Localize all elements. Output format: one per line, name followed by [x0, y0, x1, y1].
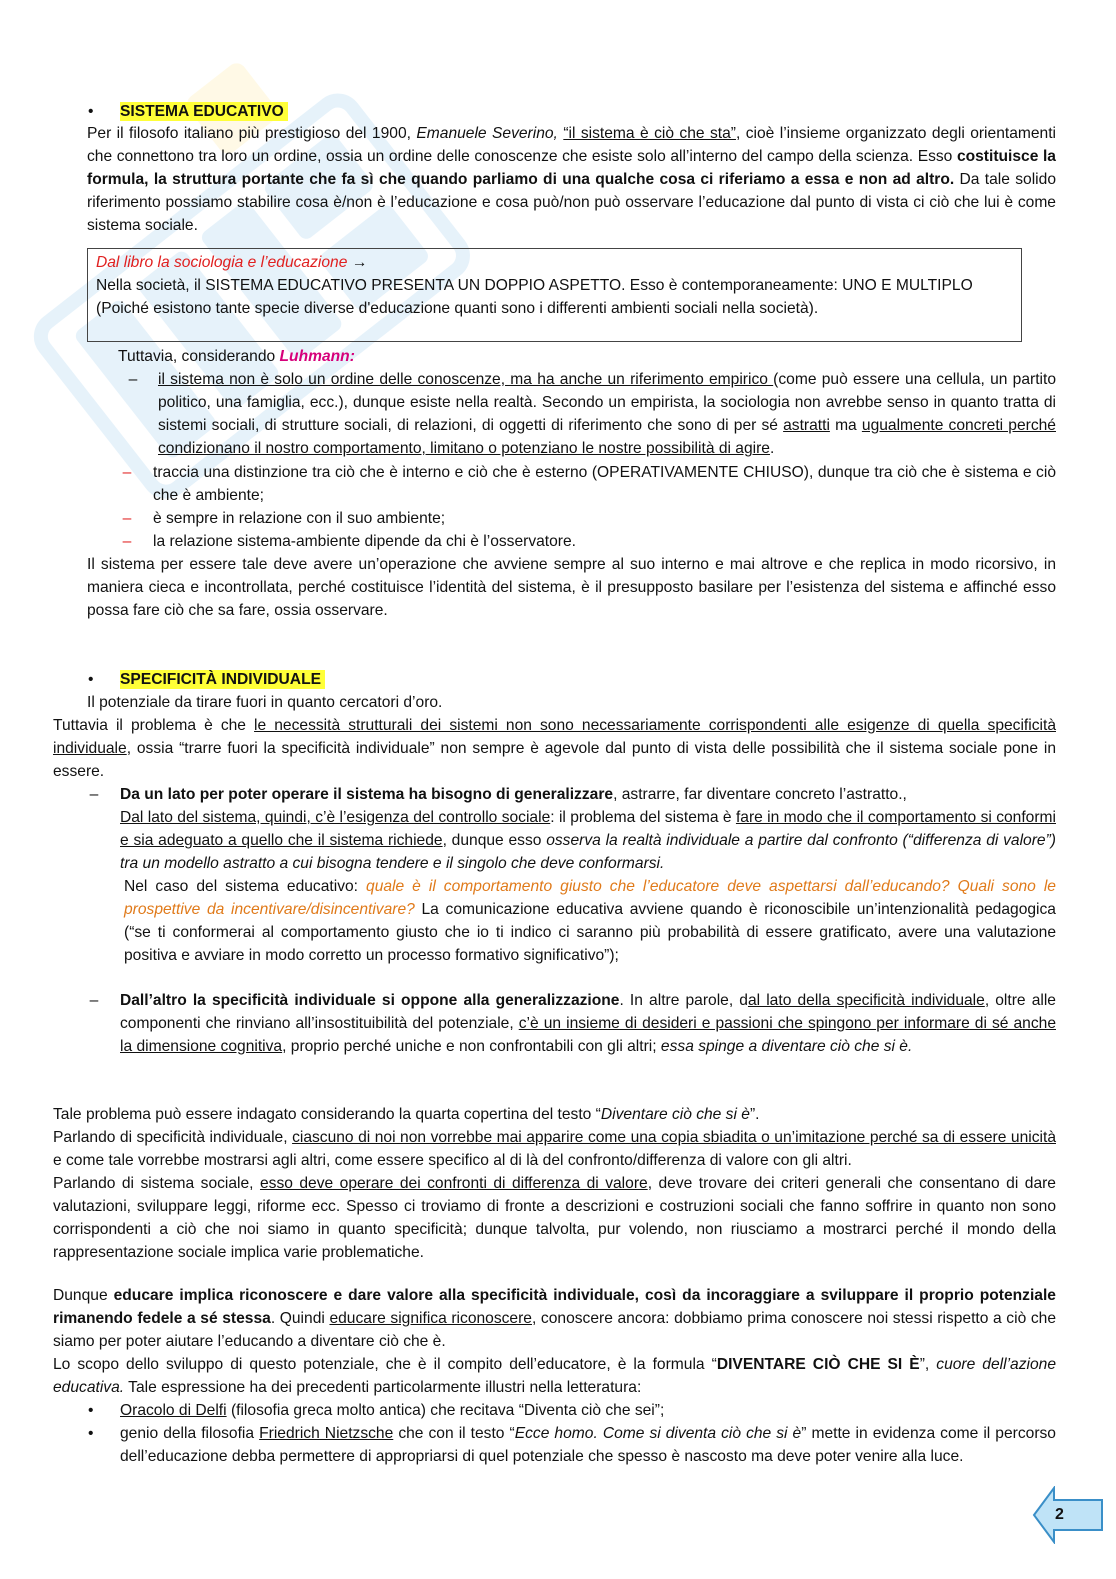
arrow-right-icon: → — [351, 254, 368, 271]
quote-box — [87, 248, 1022, 342]
point-generalizzare: Da un lato per poter operare il sistema ha bisogno di generalizzare, astrarre, far diventare concreto l’astratto., Dal lato del sistema, quindi, c’è l’esigenza del controllo sociale: il problema del sistema è fare in modo che il comportamento si conformi e sia adeguato a quello che il sistema richiede, dunque esso osserva la realtà individuale a partire dal confronto (“differenza di valore”) tra un modello astratto a cui bisogna tendere e il singolo che deve conformarsi. — [120, 786, 1056, 873]
dash-marker: – — [122, 533, 132, 550]
luhmann-point-3: è sempre in relazione con il suo ambiente; — [153, 510, 446, 527]
paragraph-sistema-educativo-case: Nel caso del sistema educativo: quale è il comportamento giusto che l’educatore deve aspettarsi dall’educando? Quali sono le prospettive da incentivare/disincentivare? La comunicazione educativa avviene quando è riconoscibile un’intenzionalità pedagogica (“se ti conformerai al comportamento giusto che io ti indico ci saranno più probabilità di essere gratificato, avere una valutazione positiva e avviare in modo corretto un processo formativo significativo”); — [124, 878, 1056, 965]
bullet-dot: • — [88, 1425, 94, 1442]
box-line-1: Nella società, il SISTEMA EDUCATIVO PRESENTA UN DOPPIO ASPETTO. Esso è contemporaneamente: UNO E MULTIPLO — [96, 277, 973, 295]
arrow-left-icon — [1032, 1486, 1104, 1544]
paragraph-problema: Tuttavia il problema è che le necessità strutturali dei sistemi non sono necessariamente corrispondenti alle esigenze di quella specificità individuale, ossia “trarre fuori la specificità individuale” non sempre è agevole dal punto di vista delle possibilità che il sistema sociale pone in essere. — [53, 717, 1056, 781]
point-opposizione: Dall’altro la specificità individuale si oppone alla generalizzazione. In altre parole, dal lato della specificità individuale, oltre alle componenti che rinviano all’insostituibilità del potenziale, c’è un insieme di desideri e passioni che spingono per informare di sé anche la dimensione cognitiva, proprio perché uniche e non confrontabili con gli altri; essa spinge a diventare ciò che si è. — [120, 992, 1056, 1056]
section-heading-specificita: SPECIFICITÀ INDIVIDUALE — [120, 670, 325, 689]
box-title: Dal libro la sociologia e l’educazione — [96, 254, 348, 271]
paragraph-system-operation: Il sistema per essere tale deve avere un’operazione che avviene sempre al suo interno e mai altrove e che replica in modo ricorsivo, in maniera cieca e incontrollata, perché costituisce l’identità del sistema, è il presupposto basilare per l’esistenza del sistema e affinché esso possa fare ciò che sa fare, ossia osservare. — [87, 556, 1056, 620]
luhmann-point-1: il sistema non è solo un ordine delle conoscenze, ma ha anche un riferimento empirico (come può essere una cellula, un partito politico, una famiglia, ecc.), dunque esiste nella realtà. Secondo un empirista, la sociologia non avrebbe senso in quanto tratta di sistemi sociali, di strutture sociali, di relazioni, di oggetti di riferimento che sono di per sé astratti ma ugualmente concreti perché condizionano il nostro comportamento, limitano o potenziano le nostre possibilità di agire. — [158, 371, 1056, 458]
list-item-nietzsche: genio della filosofia Friedrich Nietzsche che con il testo “Ecce homo. Come si diventa ciò che si è” mette in evidenza come il percorso dell’educazione debba permettere di appropriarsi di quel potenziale che spesso è nascosto ma deve poter venire alla luce. — [120, 1425, 1056, 1466]
bullet-dot: • — [88, 671, 94, 688]
section-heading-sistema-educativo: SISTEMA EDUCATIVO — [120, 102, 288, 121]
paragraph-educare: Dunque educare implica riconoscere e dare valore alla specificità individuale, così da incoraggiare a sviluppare il proprio potenziale rimanendo fedele a sé stessa. Quindi educare significa riconoscere, conoscere ancora: dobbiamo prima conoscere noi stessi rispetto a ciò che siamo per poter aiutare l’educando a diventare ciò che è. — [53, 1287, 1056, 1351]
paragraph-severino: Per il filosofo italiano più prestigioso del 1900, Emanuele Severino, “il sistema è ciò che sta”, cioè l’insieme organizzato degli orientamenti che connettono tra loro un ordine, ossia un ordine delle conoscenze che esiste solo all’interno del campo della scienza. Esso costituisce la formula, la struttura portante che fa sì che quando parliamo di una qualche cosa ci riferiamo a essa e non ad altro. Da tale solido riferimento possiamo stabilire cosa è/non è l’educazione e cosa può/non può osservare l’educazione dal punto di vista ci ciò che lui è come sistema sociale. — [87, 125, 1057, 235]
paragraph-diventare: Lo scopo dello sviluppo di questo potenziale, che è il compito dell’educatore, è la formula “DIVENTARE CIÒ CHE SI È”, cuore dell’azione educativa. Tale espressione ha dei precedenti particolarmente illustri nella letteratura: — [53, 1356, 1056, 1397]
list-item-oracolo: Oracolo di Delfi (filosofia greca molto antica) che recitava “Diventa ciò che sei”; — [120, 1402, 665, 1419]
page-number-badge — [1032, 1486, 1104, 1544]
dash-marker: – — [128, 371, 138, 388]
box-line-2: (Poiché esistono tante specie diverse d'educazione quanti sono i differenti ambienti sociali nella società). — [96, 300, 819, 318]
bullet-dot: • — [88, 1402, 94, 1419]
dash-marker: – — [89, 992, 99, 1009]
paragraph-potenziale: Il potenziale da tirare fuori in quanto cercatori d’oro. — [87, 694, 443, 711]
paragraph-unicita: Parlando di specificità individuale, ciascuno di noi non vorrebbe mai apparire come una copia sbiadita o un’imitazione perché sa di essere unicità e come tale vorrebbe mostrarsi agli altri, come essere specifico al di là del confronto/differenza di valore con gli altri. — [53, 1129, 1056, 1170]
luhmann-point-2: traccia una distinzione tra ciò che è interno e ciò che è esterno (OPERATIVAMENTE CHIUSO), dunque tra ciò che è sistema e ciò che è ambiente; — [153, 464, 1056, 505]
page-number: 2 — [1055, 1506, 1064, 1523]
bullet-dot: • — [88, 103, 94, 120]
luhmann-point-4: la relazione sistema-ambiente dipende da chi è l’osservatore. — [153, 533, 576, 550]
dash-marker: – — [122, 464, 132, 481]
paragraph-sistema-sociale: Parlando di sistema sociale, esso deve operare dei confronti di differenza di valore, deve trovare dei criteri generali che consentano di dare valutazioni, sviluppare leggi, riforme ecc. Spesso ci troviamo di fronte a descrizioni e costruzioni sociali che fanno soffrire in quanto non sono corrispondenti a ciò che noi siamo in quanto specificità; dunque talvolta, pur volendo, non riusciamo a mostrarci perché il mondo della rappresentazione sociale implica varie problematiche. — [53, 1175, 1056, 1262]
dash-marker: – — [122, 510, 132, 527]
luhmann-intro: Tuttavia, considerando Luhmann: — [118, 348, 355, 365]
dash-marker: – — [89, 786, 99, 803]
paragraph-quarta-copertina: Tale problema può essere indagato considerando la quarta copertina del testo “Diventare ciò che si è”. — [53, 1106, 760, 1123]
